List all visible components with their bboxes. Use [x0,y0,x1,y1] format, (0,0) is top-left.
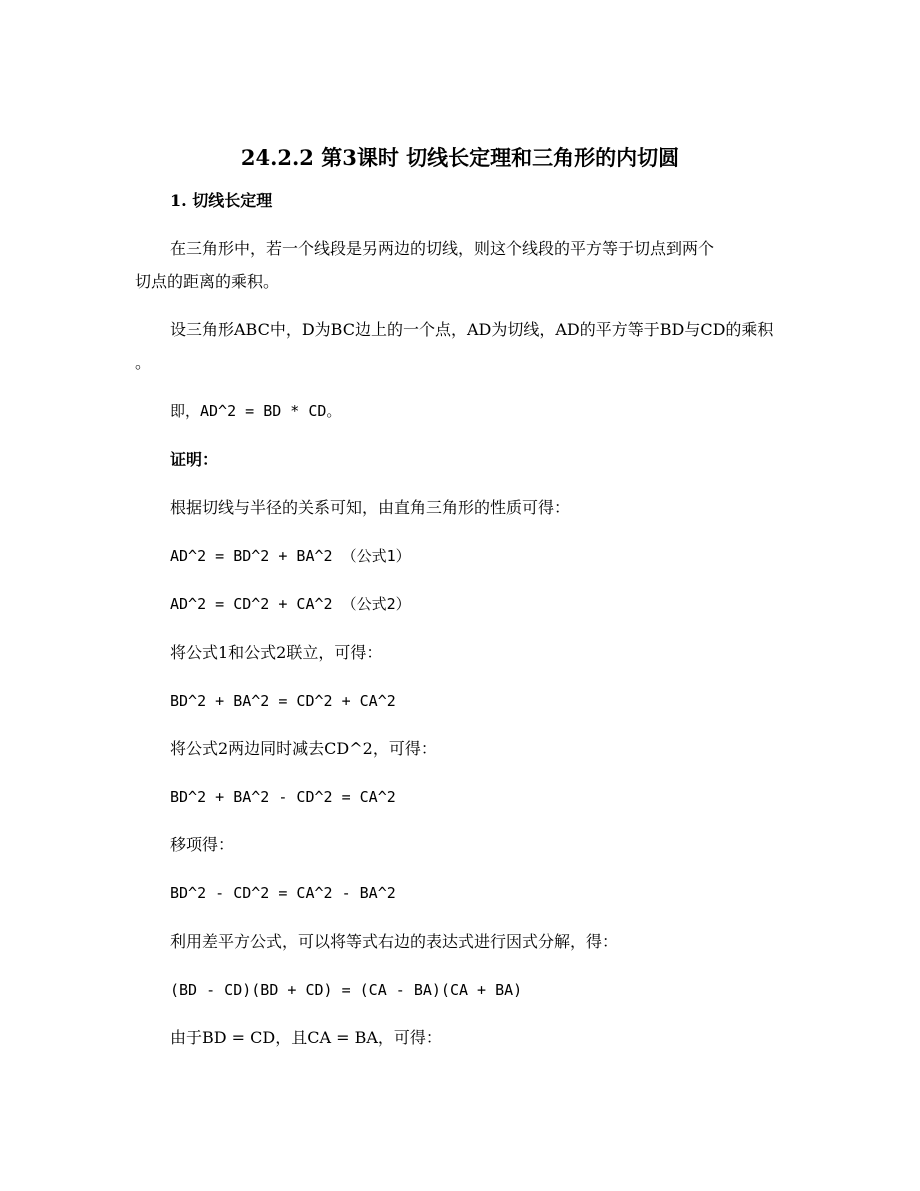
proof-formula: BD^2 - CD^2 = CA^2 - BA^2 [170,884,396,902]
proof-line: 将公式2两边同时减去CD^2，可得： [170,739,437,758]
proof-line: 利用差平方公式，可以将等式右边的表达式进行因式分解，得： [170,932,619,951]
proof-line: 移项得： [170,835,235,854]
paragraph-definition-line-2: 切点的距离的乘积。 [135,272,280,291]
paragraph-definition-line-1: 在三角形中，若一个线段是另两边的切线，则这个线段的平方等于切点到两个 [170,239,715,258]
proof-formula-1: AD^2 = BD^2 + BA^2 （公式1） [170,547,411,565]
proof-formula: BD^2 + BA^2 - CD^2 = CA^2 [170,788,396,806]
section-heading-tangent-theorem: 1. 切线长定理 [170,191,273,210]
paragraph-formula-statement: 即，AD^2 = BD * CD。 [170,402,342,420]
paragraph-setup-line-2: 。 [135,353,152,372]
proof-formula-2: AD^2 = CD^2 + CA^2 （公式2） [170,595,411,613]
proof-line: 根据切线与半径的关系可知，由直角三角形的性质可得： [170,498,571,517]
proof-heading: 证明： [170,450,219,469]
proof-formula: (BD - CD)(BD + CD) = (CA - BA)(CA + BA) [170,981,523,999]
proof-line: 由于BD = CD，且CA = BA，可得： [170,1028,442,1047]
page-title: 24.2.2 第3课时 切线长定理和三角形的内切圆 [240,145,680,170]
proof-formula: BD^2 + BA^2 = CD^2 + CA^2 [170,692,396,710]
paragraph-setup-line-1: 设三角形ABC中，D为BC边上的一个点，AD为切线，AD的平方等于BD与CD的乘积 [170,320,774,339]
proof-line: 将公式1和公式2联立，可得： [170,643,383,662]
